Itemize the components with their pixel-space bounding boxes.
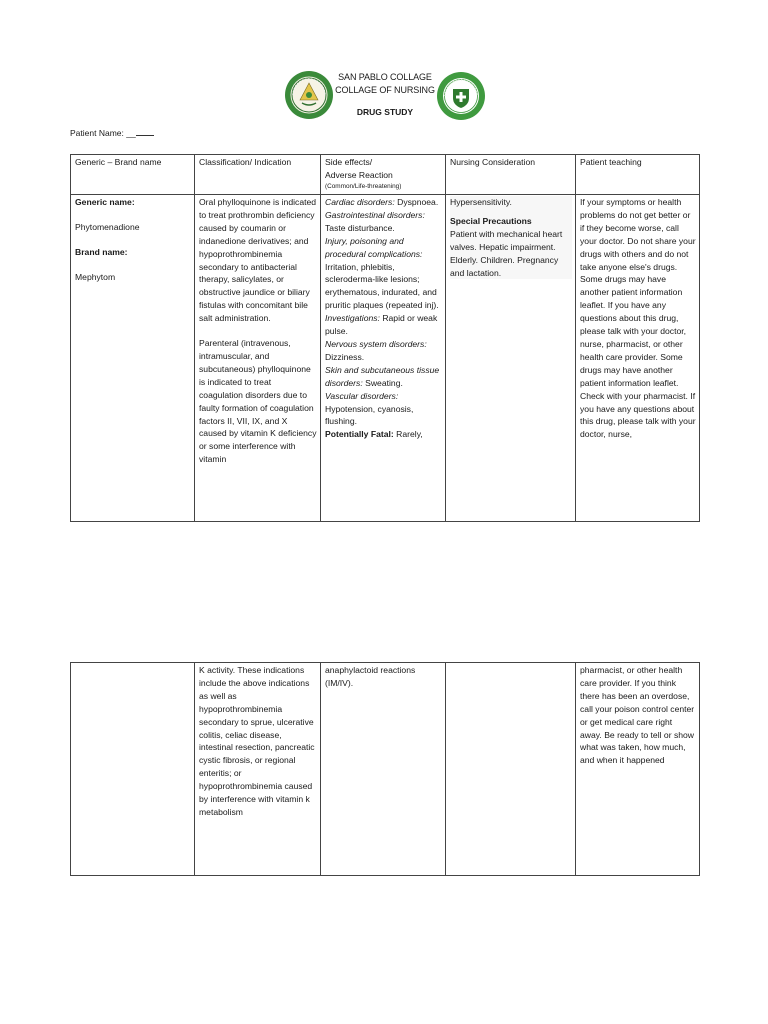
nervous-label: Nervous system disorders: <box>325 338 427 349</box>
patient-name-label: Patient Name: __ <box>70 128 136 138</box>
hypersensitivity-text: Hypersensitivity. <box>450 197 512 207</box>
drug-study-table-continued <box>70 662 700 876</box>
fatal-label: Potentially Fatal: <box>325 429 394 440</box>
vascular-label: Vascular disorders: <box>325 390 399 401</box>
gi-text: Taste disturbance. <box>325 222 395 233</box>
generic-name-label: Generic name: <box>75 197 135 207</box>
college-seal-logo <box>284 70 334 120</box>
column-header-patient-teaching: Patient teaching <box>576 155 700 195</box>
brand-name-label: Brand name: <box>75 246 128 257</box>
drug-study-table <box>70 154 700 522</box>
skin-text: Sweating. <box>362 377 403 388</box>
cardiac-text: Dyspnoea. <box>394 197 439 207</box>
patient-name-line <box>70 127 154 138</box>
side-effects-cell <box>321 195 446 522</box>
column-header-generic-brand: Generic – Brand name <box>71 155 195 195</box>
investigations-text: Rapid or weak pulse. <box>325 313 438 337</box>
investigations-label: Investigations: <box>325 313 380 324</box>
generic-brand-cell-continued <box>71 663 195 876</box>
classification-indication-cell-continued <box>195 663 321 876</box>
nursing-consideration-cell <box>446 195 576 522</box>
patient-teaching-cell-continued <box>576 663 700 876</box>
special-precautions-label: Special Precautions <box>450 215 532 226</box>
patient-teaching-text: If your symptoms or health problems do not get better or if they become worse, call your doctor. Do not share your drugs with others and do not take anyone else's drugs. Some drugs may have another patient information leaflet. If you have any questions about this drug, please talk with your doctor, nurse, pharmacist, or other health care provider. Some drugs may have another patient information leaflet. Check with your pharmacist. If you have any questions about this drug, please talk with your doctor, nurse, <box>580 197 696 440</box>
injury-label: Injury, poisoning and procedural complications: <box>325 235 423 259</box>
vascular-text: Hypotension, cyanosis, flushing. <box>325 403 414 427</box>
nursing-seal-logo <box>436 71 486 121</box>
side-effects-cell-continued <box>321 663 446 876</box>
table-row <box>71 195 700 522</box>
indication-continued-text: K activity. These indications include the above indications as well as hypoprothrombinemia secondary to sprue, ulcerative colitis, celiac disease, intestinal resection, pancreatic cystic fibrosis, or regional enteritis; or hypoprothrombinemia caused by interference with vitamin k metabolism <box>199 665 315 817</box>
special-precautions-text: Patient with mechanical heart valves. Hepatic impairment. Elderly. Children. Pregnancy and lactation. <box>450 228 563 278</box>
classification-indication-cell <box>195 195 321 522</box>
table-row <box>71 663 700 876</box>
column-header-side-effects: Side effects/ Adverse Reaction (Common/Life-threatening) <box>321 155 446 195</box>
college-department: COLLAGE OF NURSING <box>335 84 435 95</box>
fatal-text: Rarely, <box>393 429 423 440</box>
document-title: DRUG STUDY <box>356 107 414 117</box>
college-name: SAN PABLO COLLAGE <box>338 72 432 82</box>
patient-teaching-continued-text: pharmacist, or other health care provider. If you think there has been an overdose, call your poison control center or get medical care right away. Be ready to tell or show what was taken, how much, and when it happened <box>580 665 695 766</box>
table-header-row <box>71 155 700 195</box>
patient-name-blank <box>136 127 154 136</box>
generic-brand-cell <box>71 195 195 522</box>
indication-parenteral: Parenteral (intravenous, intramuscular, and subcutaneous) phylloquinone is indicated to treat coagulation disorders due to faulty formation of coagulation factors II, VII, IX, and X caused by vitamin K deficiency or some interference with vitamin <box>199 338 317 465</box>
nursing-consideration-cell-continued <box>446 663 576 876</box>
side-effects-continued-text: anaphylactoid reactions (IM/IV). <box>325 665 416 688</box>
cardiac-label: Cardiac disorders: <box>325 197 395 207</box>
column-header-classification: Classification/ Indication <box>195 155 321 195</box>
skin-label: Skin and subcutaneous tissue disorders: <box>325 364 440 388</box>
gi-label: Gastrointestinal disorders: <box>325 209 425 220</box>
patient-teaching-cell <box>576 195 700 522</box>
column-header-nursing-consideration: Nursing Consideration <box>446 155 576 195</box>
college-header <box>330 71 440 96</box>
indication-oral: Oral phylloquinone is indicated to treat prothrombin deficiency caused by coumarin or indanedione derivatives; and hypoprothrombinemia secondary to antibacterial therapy, salicylates, or obstructive jaundice or biliary fistulas with concomitant bile salt administration. <box>199 197 317 324</box>
brand-name-value: Mephytom <box>75 271 116 282</box>
injury-text: Irritation, phlebitis, scleroderma-like lesions; erythematous, indurated, and pruritic plaques (repeated inj). <box>325 261 439 311</box>
nervous-text: Dizziness. <box>325 351 365 362</box>
generic-name-value: Phytomenadione <box>75 221 140 232</box>
